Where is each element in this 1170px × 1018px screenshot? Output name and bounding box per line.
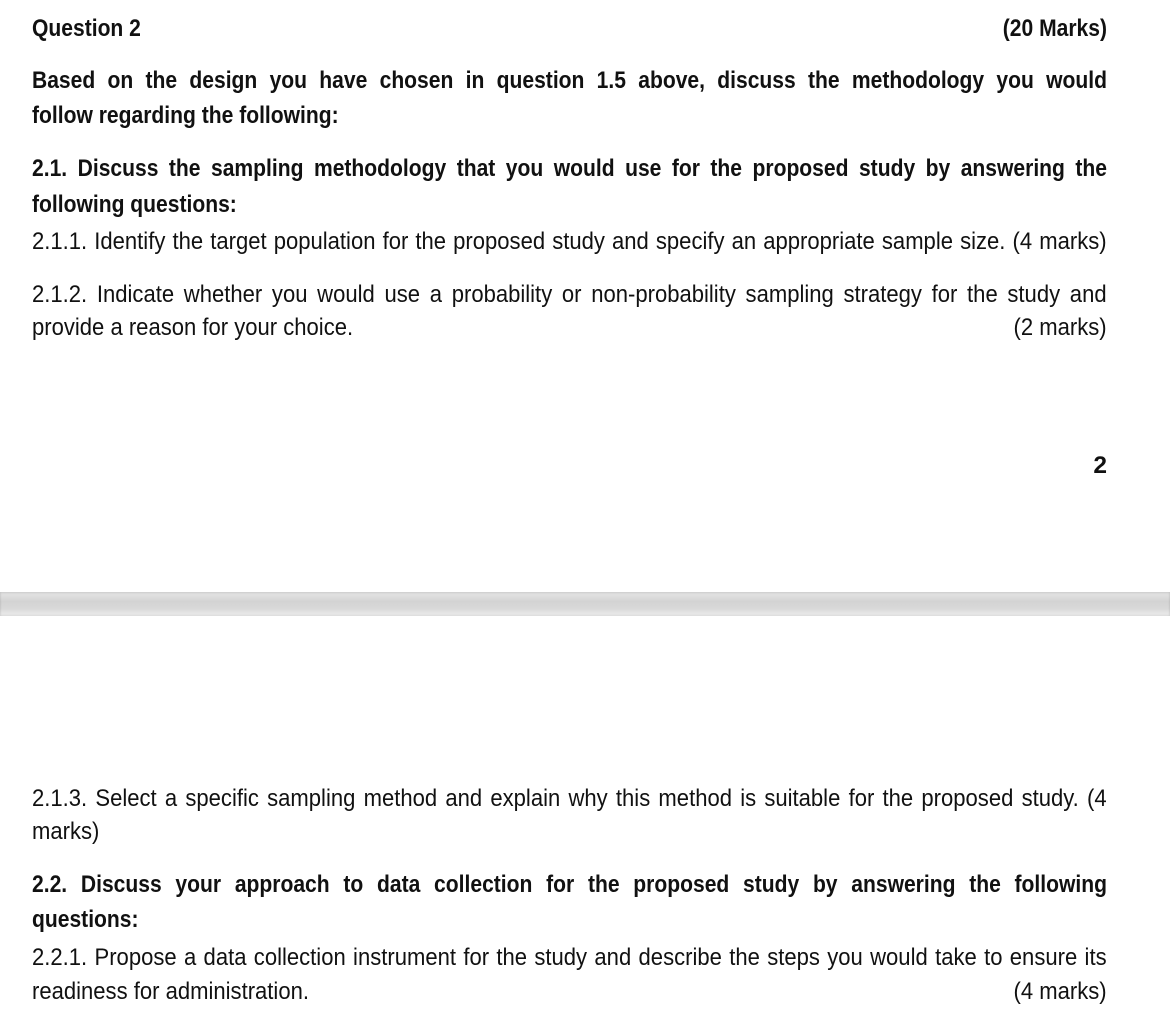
question-2-1-2-line-2	[32, 311, 1107, 345]
question-2-1-2-marks: (2 marks)	[1013, 314, 1107, 341]
page-number: 2	[1093, 452, 1107, 479]
question-2-1-2-text: provide a reason for your choice.	[32, 314, 354, 341]
question-2-2-1-line-1: 2.2.1. Propose a data collection instrument for the study and describe the steps you would take to ensure its	[32, 944, 1107, 971]
question-2-2-1-text: readiness for administration.	[32, 978, 309, 1005]
question-total-marks: (20 Marks)	[1002, 15, 1107, 42]
question-2-1-3-line-2: marks)	[32, 818, 100, 845]
intro-text-line-1: Based on the design you have chosen in question 1.5 above, discuss the methodology you would	[32, 67, 1107, 94]
question-2-1-3-line-1: 2.1.3. Select a specific sampling method and explain why this method is suitable for the proposed study. (4	[32, 785, 1107, 812]
section-2-1-heading-line-1: 2.1. Discuss the sampling methodology that you would use for the proposed study by answering the	[32, 155, 1107, 182]
section-2-2-heading-line-2: questions:	[32, 906, 139, 933]
intro-text-line-2: follow regarding the following:	[32, 102, 339, 129]
question-2-1-2-line-1: 2.1.2. Indicate whether you would use a probability or non-probability sampling strategy for the study and	[32, 281, 1107, 308]
section-2-1-heading-line-2: following questions:	[32, 191, 237, 218]
question-2-2-1-marks: (4 marks)	[1013, 978, 1107, 1005]
question-2-2-1-line-2	[32, 975, 1107, 1009]
question-heading	[32, 12, 1107, 46]
section-2-2-heading-line-1: 2.2. Discuss your approach to data collection for the proposed study by answering the following	[32, 871, 1107, 898]
question-title: Question 2	[32, 15, 141, 42]
question-2-1-1: 2.1.1. Identify the target population for the proposed study and specify an appropriate sample size. (4 marks)	[32, 228, 1107, 255]
page-separator	[0, 592, 1170, 616]
document-page-2	[0, 616, 1170, 1018]
